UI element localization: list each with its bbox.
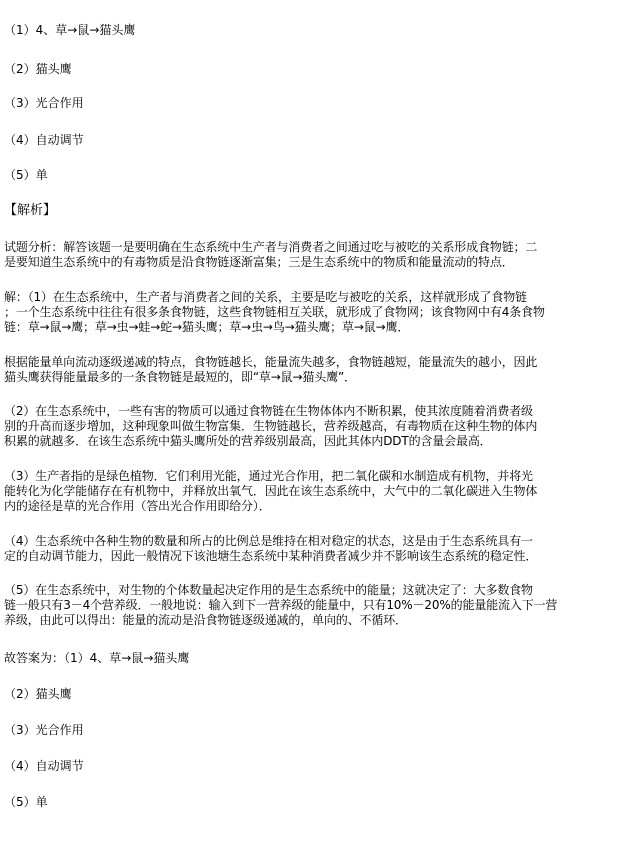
analysis-p4-line-2: 定的自动调节能力，因此一般情况下该池塘生态系统中某种消费者减少并不影响该生态系统的稳定性． — [4, 549, 538, 563]
analysis-p5-line-3: 养级，由此可以得出：能量的流动是沿食物链逐级递减的，单向的、不循环． — [4, 613, 407, 627]
analysis-p1-line-3: 链：草→鼠→鹰；草→虫→蛙→蛇→猫头鹰；草→虫→鸟→猫头鹰；草→鼠→鹰． — [4, 320, 410, 334]
final-answer-line-4: （4）自动调节 — [4, 759, 84, 773]
analysis-heading: 【解析】 — [4, 203, 57, 218]
answer-line-3: （3）光合作用 — [4, 96, 84, 110]
analysis-p1b-line-2: 猫头鹰获得能量最多的一条食物链是最短的，即“草→鼠→猫头鹰”． — [4, 370, 356, 384]
analysis-paragraph-5 — [4, 583, 624, 628]
analysis-p3-line-2: 能转化为化学能储存在有机物中，并释放出氧气．因此在该生态系统中，大气中的二氧化碳进入生物体 — [4, 484, 538, 498]
analysis-p2-line-3: 积累的就越多．在该生态系统中猫头鹰所处的营养级别最高，因此其体内DDT的含量会最高． — [4, 434, 492, 448]
analysis-p3-line-1: （3）生产者指的是绿色植物．它们利用光能，通过光合作用，把二氧化碳和水制造成有机物，并将光 — [4, 469, 533, 483]
analysis-p4-line-1: （4）生态系统中各种生物的数量和所占的比例总是维持在相对稳定的状态，这是由于生态系统具有一 — [4, 534, 533, 548]
analysis-intro-line-1: 试题分析：解答该题一是要明确在生态系统中生产者与消费者之间通过吃与被吃的关系形成食物链；二 — [4, 240, 538, 254]
answer-line-5: （5）单 — [4, 168, 48, 182]
analysis-paragraph-1 — [4, 290, 624, 335]
analysis-p2-line-2: 别的升高而逐步增加，这种现象叫做生物富集．生物链越长，营养级越高，有毒物质在这种生物的体内 — [4, 419, 538, 433]
answer-line-2: （2）猫头鹰 — [4, 62, 72, 76]
analysis-p1-line-2: ；一个生态系统中往往有很多条食物链，这些食物链相互关联，就形成了食物网；该食物网中有4条食物 — [4, 305, 545, 319]
answer-line-4: （4）自动调节 — [4, 133, 84, 147]
analysis-paragraph-1b — [4, 355, 624, 385]
final-answer-line-5: （5）单 — [4, 795, 48, 809]
analysis-p5-line-2: 链一般只有3－4个营养级．一般地说：输入到下一营养级的能量中，只有10%－20%的能量能流入下一营 — [4, 598, 558, 612]
analysis-paragraph-2 — [4, 404, 624, 449]
answer-line-1: （1）4、草→鼠→猫头鹰 — [4, 23, 136, 37]
analysis-p2-line-1: （2）在生态系统中，一些有害的物质可以通过食物链在生物体体内不断积累，使其浓度随着消费者级 — [4, 404, 533, 418]
final-answer-line-2: （2）猫头鹰 — [4, 687, 72, 701]
analysis-paragraph-4 — [4, 534, 624, 564]
analysis-p3-line-3: 内的途径是草的光合作用（答出光合作用即给分）． — [4, 499, 271, 513]
analysis-intro-line-2: 是要知道生态系统中的有毒物质是沿食物链逐渐富集；三是生态系统中的物质和能量流动的特点． — [4, 255, 514, 269]
analysis-intro — [4, 240, 624, 270]
analysis-p5-line-1: （5）在生态系统中，对生物的个体数量起决定作用的是生态系统中的能量；这就决定了：大多数食物 — [4, 583, 533, 597]
analysis-p1-line-1: 解：（1）在生态系统中，生产者与消费者之间的关系，主要是吃与被吃的关系，这样就形成了食物链 — [4, 290, 527, 304]
final-answer-line-1: 故答案为：（1）4、草→鼠→猫头鹰 — [4, 651, 190, 665]
final-answer-line-3: （3）光合作用 — [4, 723, 84, 737]
analysis-paragraph-3 — [4, 469, 624, 514]
analysis-p1b-line-1: 根据能量单向流动逐级递减的特点，食物链越长，能量流失越多，食物链越短，能量流失的越小，因此 — [4, 355, 538, 369]
